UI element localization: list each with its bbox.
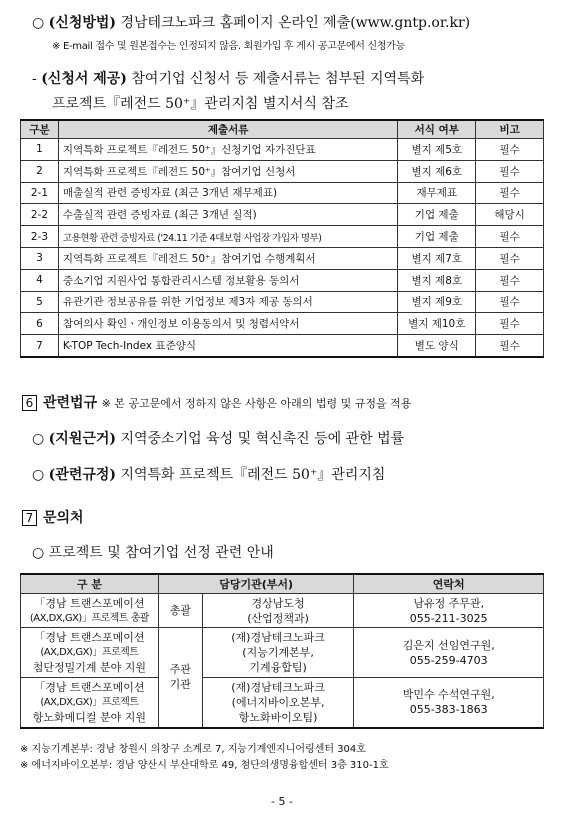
row-doc: K-TOP Tech-Index 표준양식 <box>58 335 397 357</box>
header-agency: 담당기관(부서) <box>158 574 354 594</box>
row-remark: 필수 <box>476 313 544 335</box>
role-cell: 총괄 <box>158 594 202 628</box>
agency-line: 경상남도청 <box>251 596 305 610</box>
role-cell <box>158 628 202 728</box>
row-remark: 필수 <box>476 269 544 291</box>
header-document: 제출서류 <box>58 120 397 139</box>
application-form-text1: 참여기업 신청서 등 제출서류는 첨부된 지역특화 <box>131 71 425 87</box>
bullet: ○ <box>32 467 45 483</box>
apply-method-note: ※ E-mail 접수 및 원본접수는 인정되지 않음. 회원가입 후 게시 공고문에서 신청가능 <box>52 41 405 52</box>
division-cell <box>21 594 159 628</box>
contact-phone: 055-383-1863 <box>409 703 488 717</box>
row-doc: 유관기관 정보공유를 위한 기업정보 제3자 제공 동의서 <box>58 291 397 313</box>
row-doc: 매출실적 관련 증빙자료 (최근 3개년 재무제표) <box>58 182 397 204</box>
row-num: 2-2 <box>21 204 59 226</box>
row-remark: 필수 <box>476 182 544 204</box>
row-form: 별지 제8호 <box>398 269 476 291</box>
footnote-2: ※ 에너지바이오본부: 경남 양산시 부산대학로 49, 첨단의생명융합센터 3층 310-1호 <box>20 760 389 771</box>
contact-table <box>20 573 544 729</box>
documents-table-header <box>21 120 544 139</box>
contact-table-header <box>21 574 544 594</box>
row-num: 5 <box>21 291 59 313</box>
apply-method-line <box>32 12 470 32</box>
row-form: 별지 제7호 <box>398 247 476 269</box>
division-line: 항노화메디컬 분야 지원 <box>32 710 147 724</box>
contact-name: 남유정 주무관, <box>413 596 485 610</box>
apply-method-text: 경남테크노파크 홈페이지 온라인 제출(www.gntp.or.kr) <box>120 15 471 31</box>
row-num: 3 <box>21 247 59 269</box>
agency-line: (재)경남테크노파크 <box>231 680 325 694</box>
row-doc: 고용현황 관련 증빙자료 ('24.11 기준 4대보험 사업장 가입자 명부) <box>58 226 397 248</box>
row-num: 1 <box>21 139 59 161</box>
row-num: 4 <box>21 269 59 291</box>
division-cell <box>21 628 159 678</box>
table-row <box>21 204 544 226</box>
division-line: (AX,DX,GX)」프로젝트 <box>40 647 139 658</box>
contact-name: 박민수 수석연구원, <box>402 688 495 702</box>
contact-phone: 055-211-3025 <box>409 611 488 625</box>
division-line: 「경남 트랜스포메이션 <box>34 631 145 644</box>
row-form: 별지 제5호 <box>398 139 476 161</box>
header-category: 구분 <box>21 120 59 139</box>
footnote-1: ※ 지능기계본부: 경남 창원시 의창구 소계로 7, 지능기계엔지니어링센터 304호 <box>20 744 366 755</box>
row-doc: 지역특화 프로젝트『레전드 50⁺』참여기업 수행계획서 <box>58 247 397 269</box>
row-form: 기업 제출 <box>398 204 476 226</box>
table-row <box>21 160 544 182</box>
section-7-heading <box>22 507 84 527</box>
contact-cell <box>354 678 544 728</box>
table-row <box>21 335 544 357</box>
table-row <box>21 291 544 313</box>
section-7-title: 문의처 <box>43 510 84 526</box>
agency-cell <box>202 594 354 628</box>
legal-basis-label: (지원근거) <box>48 431 117 447</box>
table-row <box>21 678 544 728</box>
row-remark: 해당시 <box>476 204 544 226</box>
related-rules-label: (관련규정) <box>48 467 117 483</box>
dash: - <box>32 71 37 87</box>
row-doc: 참여의사 확인ㆍ개인정보 이용동의서 및 청렴서약서 <box>58 313 397 335</box>
documents-table <box>20 119 544 358</box>
division-line: (AX,DX,GX)」프로젝트 총괄 <box>29 612 149 624</box>
row-remark: 필수 <box>476 226 544 248</box>
row-remark: 필수 <box>476 160 544 182</box>
row-remark: 필수 <box>476 247 544 269</box>
row-num: 2 <box>21 160 59 182</box>
section-number: 7 <box>22 510 37 526</box>
apply-method-label: (신청방법) <box>48 15 117 31</box>
section-6-heading <box>22 392 411 412</box>
contact-intro-line <box>32 542 274 562</box>
row-num: 7 <box>21 335 59 357</box>
application-form-label: (신청서 제공) <box>41 71 127 87</box>
contact-cell <box>354 628 544 678</box>
legal-basis-text: 지역중소기업 육성 및 혁신촉진 등에 관한 법률 <box>120 431 405 447</box>
legal-basis-line <box>32 428 404 448</box>
contact-phone: 055-259-4703 <box>409 653 488 667</box>
row-form: 재무제표 <box>398 182 476 204</box>
contact-cell <box>354 594 544 628</box>
header-contact: 연락처 <box>354 574 544 594</box>
row-form: 별지 제9호 <box>398 291 476 313</box>
row-remark: 필수 <box>476 291 544 313</box>
header-division: 구 분 <box>21 574 159 594</box>
related-rules-line <box>32 464 385 484</box>
agency-line: 기계융합팀) <box>249 661 307 674</box>
agency-line: (재)경남테크노파크 <box>231 631 325 644</box>
row-num: 2-1 <box>21 182 59 204</box>
division-line: (AX,DX,GX)」프로젝트 <box>40 696 139 708</box>
contact-name: 김은지 선임연구원, <box>402 638 495 652</box>
row-form: 별지 제6호 <box>398 160 476 182</box>
row-form: 별지 제10호 <box>398 313 476 335</box>
division-line: 첨단정밀기계 분야 지원 <box>32 661 147 674</box>
row-form: 기업 제출 <box>398 226 476 248</box>
row-remark: 필수 <box>476 139 544 161</box>
agency-cell <box>202 628 354 678</box>
agency-line: (에너지바이오본부, <box>231 695 325 709</box>
table-row <box>21 226 544 248</box>
table-row <box>21 313 544 335</box>
table-row <box>21 269 544 291</box>
table-row <box>21 139 544 161</box>
contact-intro-text: 프로젝트 및 참여기업 선정 관련 안내 <box>48 545 274 561</box>
row-doc: 지역특화 프로젝트『레전드 50⁺』신청기업 자가진단표 <box>58 139 397 161</box>
header-form: 서식 여부 <box>398 120 476 139</box>
agency-line: 항노화바이오팀) <box>238 710 318 724</box>
row-num: 2-3 <box>21 226 59 248</box>
division-line: 「경남 트랜스포메이션 <box>34 596 145 610</box>
section-6-note: ※ 본 공고문에서 정하지 않은 사항은 아래의 법령 및 규정을 적용 <box>101 397 412 410</box>
table-row <box>21 247 544 269</box>
row-form: 별도 양식 <box>398 335 476 357</box>
role-line: 기관 <box>169 678 191 692</box>
application-form-line1 <box>32 68 424 88</box>
role-line: 주관 <box>169 663 191 677</box>
row-remark: 필수 <box>476 335 544 357</box>
section-6-title: 관련법규 <box>43 395 98 411</box>
section-number: 6 <box>22 395 37 411</box>
division-cell <box>21 678 159 728</box>
agency-line: (산업정책과) <box>247 611 309 625</box>
table-row <box>21 628 544 678</box>
table-row <box>21 594 544 628</box>
row-doc: 수출실적 관련 증빙자료 (최근 3개년 실적) <box>58 204 397 226</box>
division-line: 「경남 트랜스포메이션 <box>34 680 145 694</box>
page-number: - 5 - <box>271 795 293 808</box>
bullet: ○ <box>32 431 45 447</box>
row-num: 6 <box>21 313 59 335</box>
bullet: ○ <box>32 15 45 31</box>
bullet: ○ <box>32 545 45 561</box>
agency-cell <box>202 678 354 728</box>
table-row <box>21 182 544 204</box>
row-doc: 중소기업 지원사업 통합관리시스템 정보활용 동의서 <box>58 269 397 291</box>
header-remark: 비고 <box>476 120 544 139</box>
agency-line: (지능기계본부, <box>242 646 314 659</box>
related-rules-text: 지역특화 프로젝트『레전드 50⁺』관리지침 <box>120 467 386 483</box>
application-form-line2: 프로젝트『레전드 50⁺』관리지침 별지서식 참조 <box>52 96 349 112</box>
row-doc: 지역특화 프로젝트『레전드 50⁺』참여기업 신청서 <box>58 160 397 182</box>
